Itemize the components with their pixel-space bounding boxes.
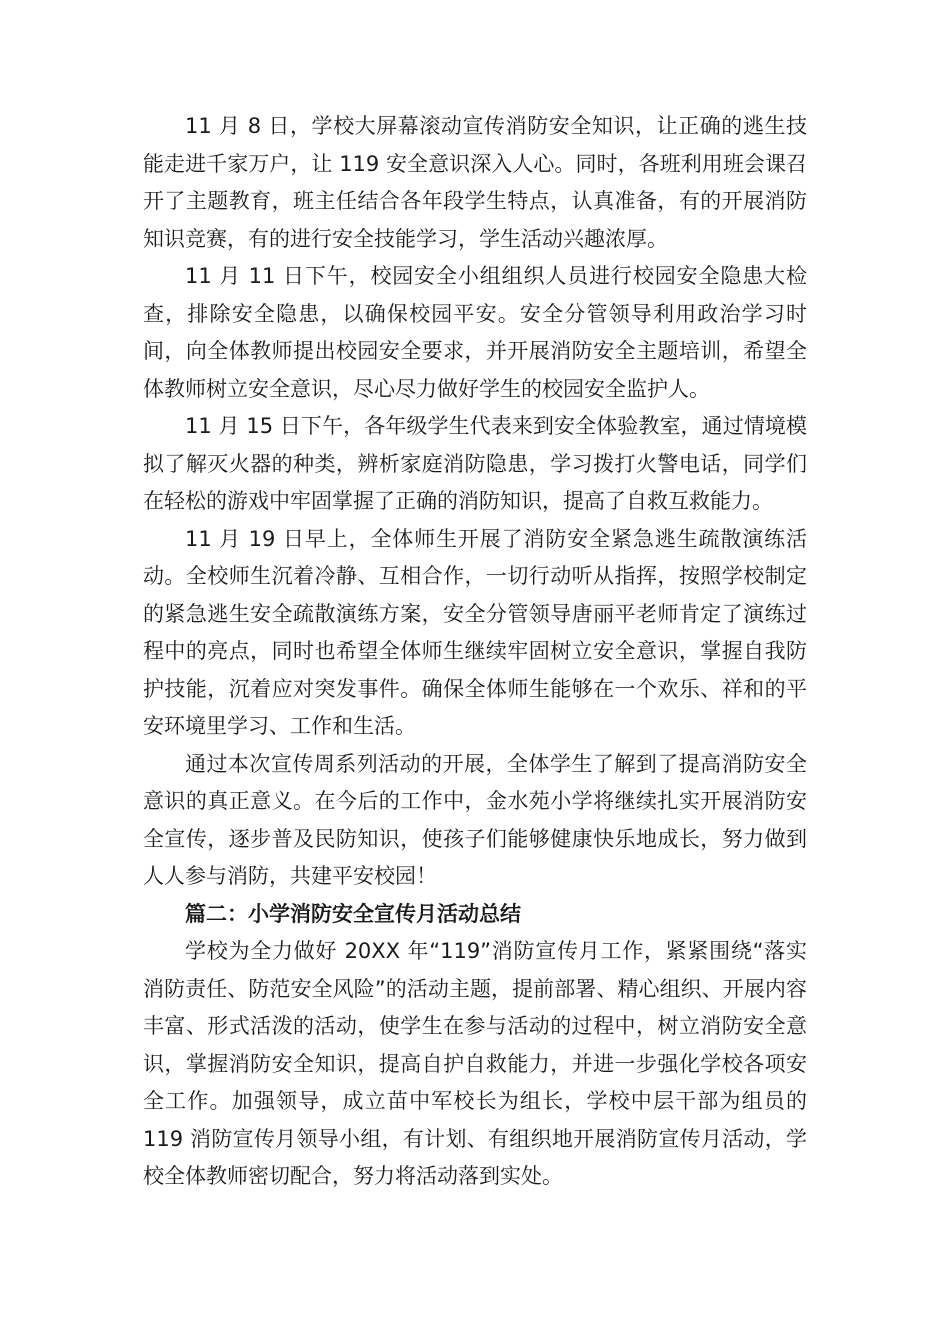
document-page	[143, 108, 807, 1196]
paragraph-nov-15: 11 月 15 日下午，各年级学生代表来到安全体验教室，通过情境模拟了解灭火器的种类，辨析家庭消防隐患，学习拨打火警电话，同学们在轻松的游戏中牢固掌握了正确的消防知识，提高了自救互救能力。	[143, 414, 807, 513]
paragraph-nov-8: 11 月 8 日，学校大屏幕滚动宣传消防安全知识，让正确的逃生技能走进千家万户，让 119 安全意识深入人心。同时，各班利用班会课召开了主题教育，班主任结合各年段学生特点，认真准备，有的开展消防知识竞赛，有的进行安全技能学习，学生活动兴趣浓厚。	[143, 114, 807, 251]
section-heading: 篇二：小学消防安全宣传月活动总结	[185, 901, 521, 926]
paragraph-section-two-intro: 学校为全力做好 20XX 年“119”消防宣传月工作，紧紧围绕“落实消防责任、防范安全风险”的活动主题，提前部署、精心组织、开展内容丰富、形式活泼的活动，使学生在参与活动的过程中，树立消防安全意识，掌握消防安全知识，提高自护自救能力，并进一步强化学校各项安全工作。加强领导，成立苗中军校长为组长，学校中层干部为组员的 119 消防宣传月领导小组，有计划、有组织地开展消防宣传月活动，学校全体教师密切配合，努力将活动落到实处。	[143, 939, 807, 1188]
paragraph-nov-11: 11 月 11 日下午，校园安全小组组织人员进行校园安全隐患大检查，排除安全隐患，以确保校园平安。安全分管领导利用政治学习时间，向全体教师提出校园安全要求，并开展消防安全主题培训，希望全体教师树立安全意识，尽心尽力做好学生的校园安全监护人。	[143, 264, 807, 401]
paragraph-conclusion: 通过本次宣传周系列活动的开展，全体学生了解到了提高消防安全意识的真正意义。在今后的工作中，金水苑小学将继续扎实开展消防安全宣传，逐步普及民防知识，使孩子们能够健康快乐地成长，努力做到人人参与消防，共建平安校园！	[143, 751, 807, 888]
paragraph-nov-19: 11 月 19 日早上，全体师生开展了消防安全紧急逃生疏散演练活动。全校师生沉着冷静、互相合作，一切行动听从指挥，按照学校制定的紧急逃生安全疏散演练方案，安全分管领导唐丽平老师肯定了演练过程中的亮点，同时也希望全体师生继续牢固树立安全意识，掌握自我防护技能，沉着应对突发事件。确保全体师生能够在一个欢乐、祥和的平安环境里学习、工作和生活。	[143, 526, 807, 738]
